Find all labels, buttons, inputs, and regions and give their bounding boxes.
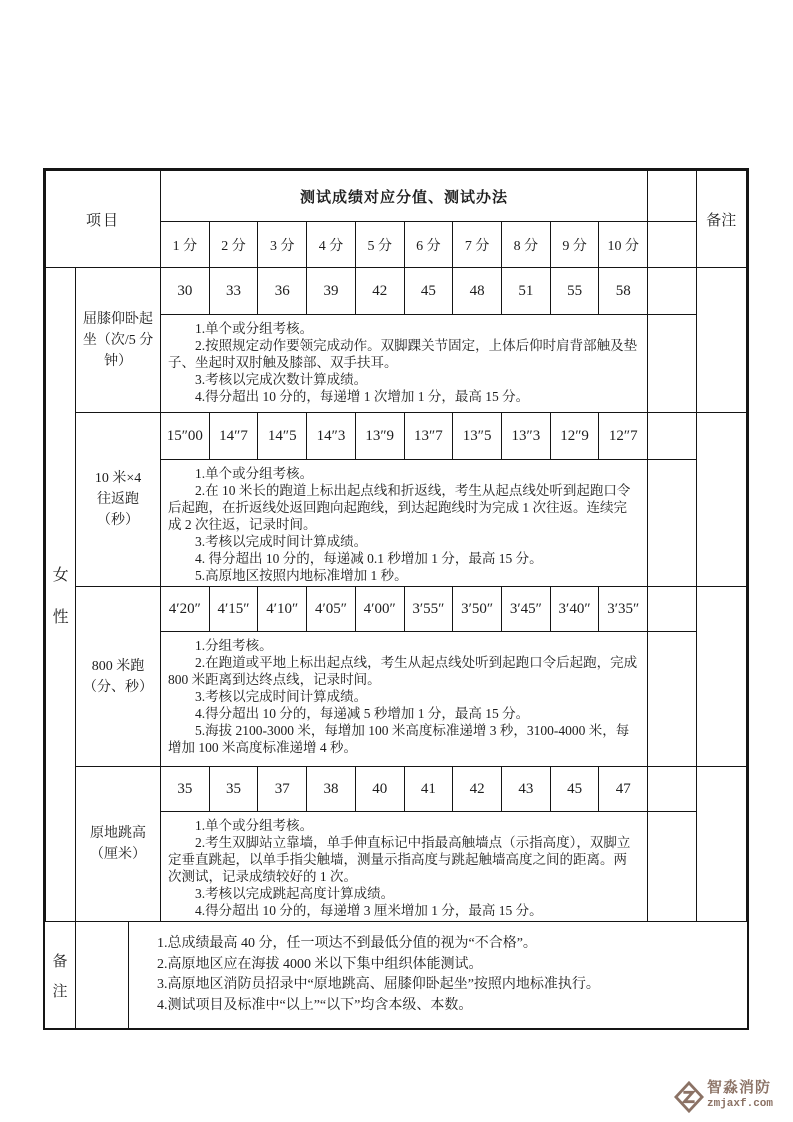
- item-name-shuttle-run: 10 米×4 往返跑 （秒）: [76, 413, 161, 587]
- score-value: 13″7: [404, 413, 453, 460]
- score-value: 45: [550, 767, 599, 812]
- fitness-test-table: [43, 168, 749, 1030]
- score-value: 3′40″: [550, 587, 599, 632]
- brand-logo-icon: [674, 1081, 704, 1118]
- score-value: 4′20″: [160, 587, 209, 632]
- score-col-header: 3 分: [258, 222, 307, 268]
- empty-cell: [648, 767, 696, 812]
- empty-cell: [648, 460, 696, 587]
- method-text-800m-run: 1.分组考核。 2.在跑道或平地上标出起点线，考生从起点线处听到起跑口令后起跑，完成 800 米距离到达终点线，记录时间。 3.考核以完成时间计算成绩。 4.得分超出 10 分的，每递减 5 秒增加 1 分，最高 15 分。 5.海拔 2100-3000 米，每增加 100 米高度标准递增 3 秒，3100-4000 米，每增加 100 米高度标准递增 4 秒。: [160, 632, 647, 767]
- score-col-header: 10 分: [599, 222, 648, 268]
- score-value: 43: [501, 767, 550, 812]
- score-table: [45, 170, 747, 922]
- score-value: 15″00: [160, 413, 209, 460]
- score-col-header: 4 分: [307, 222, 356, 268]
- score-col-header: 5 分: [355, 222, 404, 268]
- remark-cell: [696, 268, 747, 413]
- score-value: 36: [258, 268, 307, 315]
- score-value: 12″7: [599, 413, 648, 460]
- notes-text: 1.总成绩最高 40 分，任一项达不到最低分值的视为“不合格”。 2.高原地区应在海拔 4000 米以下集中组织体能测试。 3.高原地区消防员招录中“原地跳高、屈膝仰卧起坐”按照内地标准执行。 4.测试项目及标准中“以上”“以下”均含本级、本数。: [157, 936, 600, 1013]
- method-text-vertical-jump: 1.单个或分组考核。 2.考生双脚站立靠墙，单手伸直标记中指最高触墙点（示指高度），双脚立定垂直跳起，以单手指尖触墙，测量示指高度与跳起触墙高度之间的距离。两次测试，记录成绩较好的 1 次。 3.考核以完成跳起高度计算成绩。 4.得分超出 10 分的，每递增 3 厘米增加 1 分，最高 15 分。: [160, 812, 647, 922]
- score-value: 45: [404, 268, 453, 315]
- score-value: 4′15″: [209, 587, 258, 632]
- score-value: 13″9: [355, 413, 404, 460]
- score-col-header: 8 分: [501, 222, 550, 268]
- score-value: 42: [453, 767, 502, 812]
- table-row: [46, 767, 747, 812]
- remark-cell: [696, 413, 747, 587]
- score-col-header: 7 分: [453, 222, 502, 268]
- empty-cell: [648, 315, 696, 413]
- score-value: 4′10″: [258, 587, 307, 632]
- score-value: 38: [307, 767, 356, 812]
- empty-cell: [648, 171, 696, 222]
- brand-watermark: [674, 1081, 773, 1118]
- score-value: 14″3: [307, 413, 356, 460]
- table-row: [46, 413, 747, 460]
- score-col-header: 6 分: [404, 222, 453, 268]
- remark-cell: [696, 587, 747, 767]
- score-value: 12″9: [550, 413, 599, 460]
- empty-cell: [76, 922, 129, 1028]
- notes-label: 备 注: [45, 922, 76, 1028]
- score-value: 30: [160, 268, 209, 315]
- remark-cell: [696, 767, 747, 922]
- score-value: 51: [501, 268, 550, 315]
- header-row-1: [46, 171, 747, 222]
- score-value: 35: [160, 767, 209, 812]
- score-value: 33: [209, 268, 258, 315]
- empty-cell: [648, 632, 696, 767]
- score-method-header: 测试成绩对应分值、测试办法: [160, 171, 647, 222]
- table-row: [46, 587, 747, 632]
- method-text-shuttle-run: 1.单个或分组考核。 2.在 10 米长的跑道上标出起点线和折返线，考生从起点线处听到起跑口令后起跑，在折返线处返回跑向起跑线，到达起跑线时为完成 1 次往返。连续完成 2 次往返，记录时间。 3.考核以完成时间计算成绩。 4. 得分超出 10 分的，每递减 0.1 秒增加 1 分，最高 15 分。 5.高原地区按照内地标准增加 1 秒。: [160, 460, 647, 587]
- score-value: 3′55″: [404, 587, 453, 632]
- score-value: 55: [550, 268, 599, 315]
- score-value: 14″7: [209, 413, 258, 460]
- remark-header: 备注: [696, 171, 747, 268]
- empty-cell: [648, 587, 696, 632]
- score-value: 4′05″: [307, 587, 356, 632]
- score-value: 35: [209, 767, 258, 812]
- gender-char: 女: [52, 567, 69, 584]
- score-value: 4′00″: [355, 587, 404, 632]
- item-name-situps: 屈膝仰卧起 坐（次/5 分 钟）: [76, 268, 161, 413]
- method-text-situps: 1.单个或分组考核。 2.按照规定动作要领完成动作。双脚踝关节固定，上体后仰时肩背部触及垫子、坐起时双肘触及膝部、双手扶耳。 3.考核以完成次数计算成绩。 4.得分超出 10 分的，每递增 1 次增加 1 分，最高 15 分。: [160, 315, 647, 413]
- table-row: [46, 268, 747, 315]
- score-value: 3′50″: [453, 587, 502, 632]
- score-col-header: 2 分: [209, 222, 258, 268]
- score-value: 41: [404, 767, 453, 812]
- empty-cell: [648, 222, 696, 268]
- score-value: 42: [355, 268, 404, 315]
- brand-name: 智淼消防: [707, 1080, 772, 1096]
- empty-cell: [648, 268, 696, 315]
- score-col-header: 1 分: [160, 222, 209, 268]
- empty-cell: [648, 812, 696, 922]
- project-header: 项目: [46, 171, 161, 268]
- score-value: 3′45″: [501, 587, 550, 632]
- score-value: 13″5: [453, 413, 502, 460]
- item-name-vertical-jump: 原地跳高 （厘米）: [76, 767, 161, 922]
- gender-label: [46, 268, 76, 922]
- brand-domain: zmjaxf.com: [707, 1098, 774, 1110]
- score-value: 47: [599, 767, 648, 812]
- score-value: 13″3: [501, 413, 550, 460]
- notes-section: [45, 922, 747, 1028]
- score-col-header: 9 分: [550, 222, 599, 268]
- score-value: 58: [599, 268, 648, 315]
- score-value: 14″5: [258, 413, 307, 460]
- score-value: 3′35″: [599, 587, 648, 632]
- score-value: 40: [355, 767, 404, 812]
- score-value: 48: [453, 268, 502, 315]
- score-value: 37: [258, 767, 307, 812]
- item-name-800m-run: 800 米跑 （分、秒）: [76, 587, 161, 767]
- empty-cell: [648, 413, 696, 460]
- score-value: 39: [307, 268, 356, 315]
- gender-char: 性: [52, 609, 69, 626]
